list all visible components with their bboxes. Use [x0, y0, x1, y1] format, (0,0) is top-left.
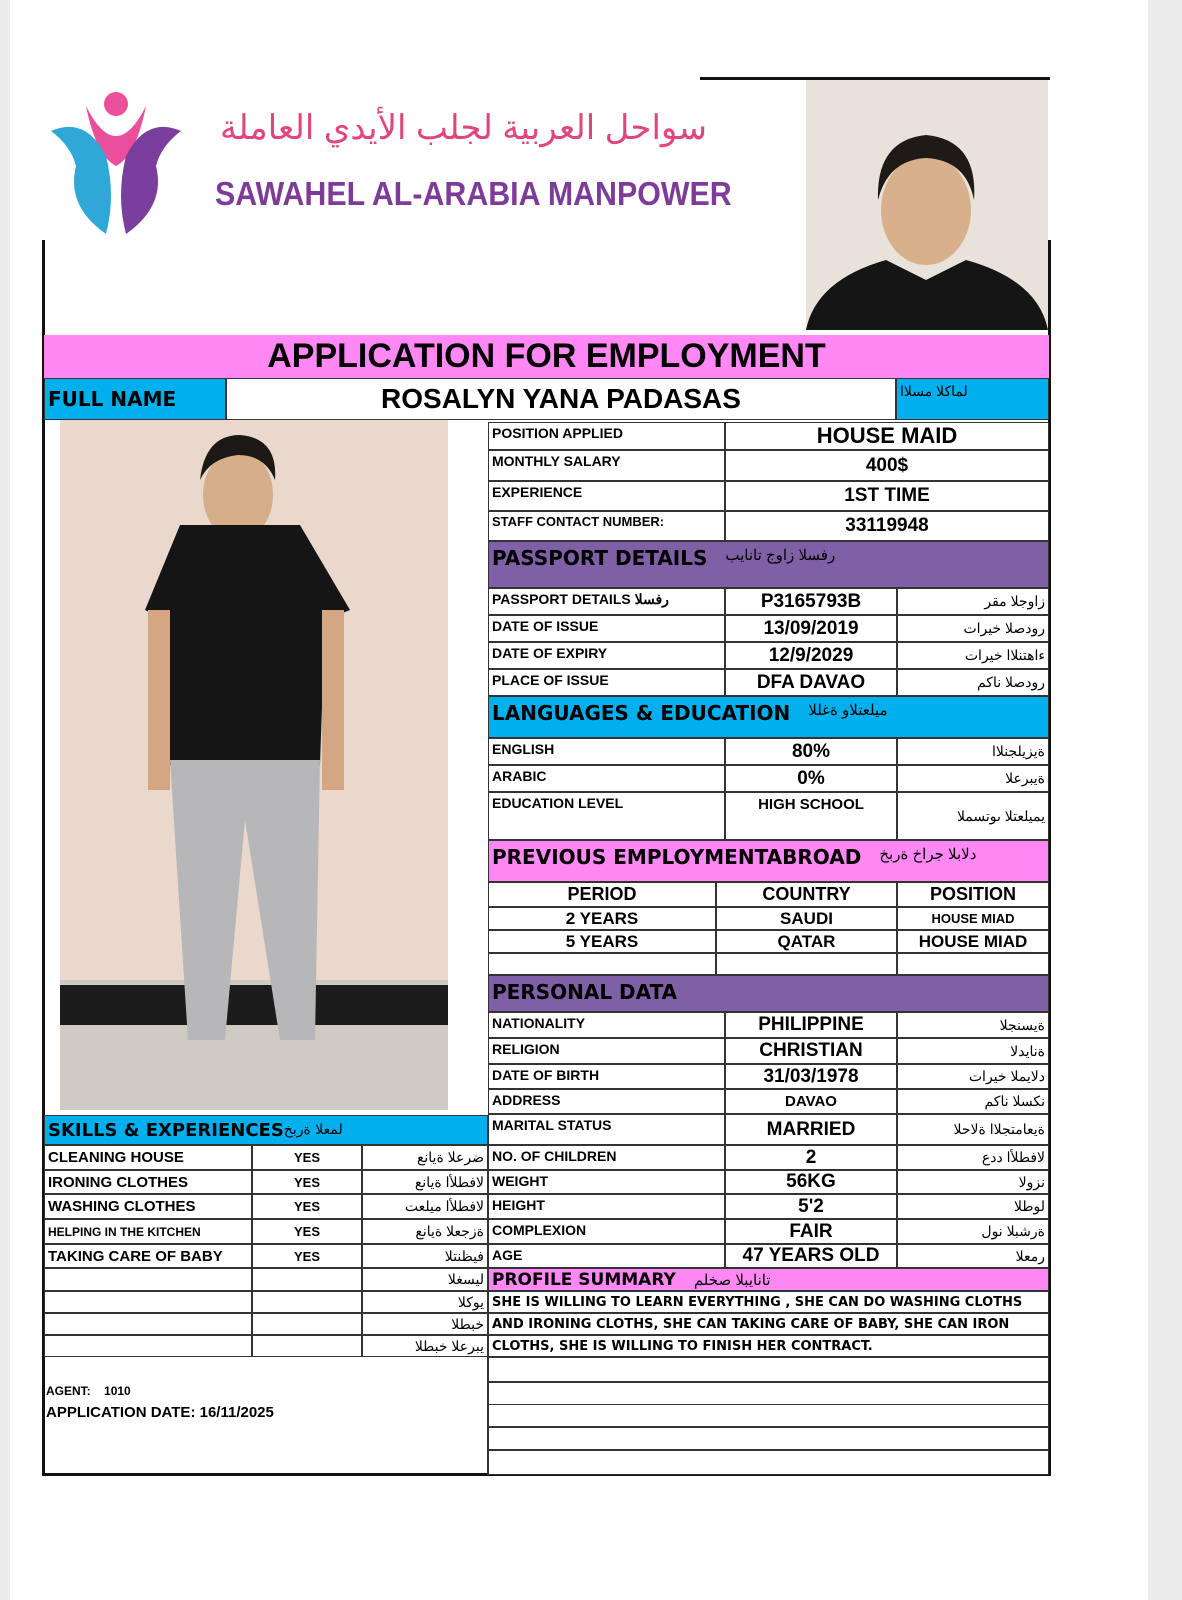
- skill-value: YES: [252, 1194, 362, 1219]
- job-field-value: 33119948: [725, 511, 1049, 541]
- skills-header-title: SKILLS & EXPERIENCES: [48, 1119, 284, 1141]
- personal-row-label: NO. OF CHILDREN: [488, 1145, 725, 1170]
- profile-summary-header-title: PROFILE SUMMARY: [492, 1269, 676, 1290]
- personal-row-label-arabic: ةنايدلا: [897, 1038, 1049, 1064]
- previous-employment-header-title: PREVIOUS EMPLOYMENTABROAD: [492, 845, 862, 869]
- personal-row-label-arabic: ةيسنجلا: [897, 1012, 1049, 1038]
- skill-name: [44, 1268, 252, 1291]
- passport-row-value: P3165793B: [725, 588, 897, 615]
- skills-section-header: [44, 1115, 488, 1145]
- job-field-label: MONTHLY SALARY: [488, 450, 725, 481]
- personal-row-label: COMPLEXION: [488, 1219, 725, 1244]
- skill-value: [252, 1335, 362, 1357]
- language-row-label: ARABIC: [488, 765, 725, 792]
- previous-employment-cell: QATAR: [716, 930, 897, 953]
- personal-row-label-arabic: ةرشبلا نول: [897, 1219, 1049, 1244]
- personal-row-value: 56KG: [725, 1170, 897, 1194]
- passport-section-header-title-arabic: رفسلا زاوج تانايب: [725, 547, 836, 564]
- previous-employment-cell: HOUSE MIAD: [897, 907, 1049, 930]
- language-row-value: HIGH SCHOOL: [725, 792, 897, 840]
- job-field-value: HOUSE MAID: [725, 422, 1049, 450]
- languages-section-header-title: LANGUAGES & EDUCATION: [492, 701, 791, 725]
- personal-row-label: AGE: [488, 1244, 725, 1268]
- personal-row-label-arabic: نزولا: [897, 1170, 1049, 1194]
- job-field-value: 1ST TIME: [725, 481, 1049, 511]
- job-field-label: EXPERIENCE: [488, 481, 725, 511]
- skill-value: [252, 1313, 362, 1335]
- skill-value: [252, 1268, 362, 1291]
- personal-row-label-arabic: دلايملا خيرات: [897, 1064, 1049, 1089]
- previous-employment-header: [488, 840, 1049, 882]
- profile-summary-header: [488, 1268, 1049, 1291]
- previous-column-header: POSITION: [897, 882, 1049, 907]
- languages-section-header: [488, 696, 1049, 738]
- passport-row-label: PASSPORT DETAILS رفسلا: [488, 588, 725, 615]
- skill-name: HELPING IN THE KITCHEN: [44, 1219, 252, 1244]
- language-row-label: ENGLISH: [488, 738, 725, 765]
- empty-row: [488, 1450, 1049, 1475]
- profile-summary-line: SHE IS WILLING TO LEARN EVERYTHING , SHE CAN DO WASHING CLOTHS: [488, 1291, 1049, 1313]
- language-row-label-arabic: ةيبرعلا: [897, 765, 1049, 792]
- skill-label-arabic: يبرعلا خبطلا: [362, 1335, 488, 1357]
- previous-column-header: PERIOD: [488, 882, 716, 907]
- previous-employment-cell: [716, 953, 897, 975]
- skill-name: CLEANING HOUSE: [44, 1145, 252, 1170]
- passport-row-value: DFA DAVAO: [725, 669, 897, 696]
- skill-value: YES: [252, 1244, 362, 1268]
- personal-row-value: CHRISTIAN: [725, 1038, 897, 1064]
- skill-label-arabic: ليسغلا: [362, 1268, 488, 1291]
- personal-row-label: HEIGHT: [488, 1194, 725, 1219]
- previous-employment-cell: 5 YEARS: [488, 930, 716, 953]
- languages-section-header-title-arabic: ميلعتلاو ةغللا: [808, 702, 888, 719]
- skill-label-arabic: لافطلأا ةيانع: [362, 1170, 488, 1194]
- profile-summary-line: AND IRONING CLOTHS, SHE CAN TAKING CARE OF BABY, SHE CAN IRON: [488, 1313, 1049, 1335]
- language-row-label-arabic: يميلعتلا ىوتسملا: [897, 792, 1049, 840]
- previous-employment-cell: [488, 953, 716, 975]
- agent-label: AGENT:: [46, 1384, 91, 1398]
- job-field-label: STAFF CONTACT NUMBER:: [488, 511, 725, 541]
- skill-name: IRONING CLOTHES: [44, 1170, 252, 1194]
- skill-value: YES: [252, 1219, 362, 1244]
- previous-employment-cell: 2 YEARS: [488, 907, 716, 930]
- personal-row-value: 47 YEARS OLD: [725, 1244, 897, 1268]
- previous-employment-header-title-arabic: دلابلا جراخ ةربخ: [879, 846, 977, 863]
- passport-row-label-arabic: زاوجلا مقر: [897, 588, 1049, 615]
- page-edge-right: [1148, 0, 1182, 1600]
- previous-employment-cell: SAUDI: [716, 907, 897, 930]
- personal-row-label-arabic: ةيعامتجلاا ةلاحلا: [897, 1114, 1049, 1145]
- passport-row-value: 12/9/2029: [725, 642, 897, 669]
- profile-summary-line: CLOTHS, SHE IS WILLING TO FINISH HER CONTRACT.: [488, 1335, 1049, 1357]
- previous-column-header: COUNTRY: [716, 882, 897, 907]
- full-name-value: ROSALYN YANA PADASAS: [226, 378, 896, 420]
- agent-line: [46, 1384, 131, 1398]
- skill-name: [44, 1291, 252, 1313]
- skill-name: WASHING CLOTHES: [44, 1194, 252, 1219]
- application-date-value: 16/11/2025: [199, 1404, 274, 1421]
- personal-row-value: DAVAO: [725, 1089, 897, 1114]
- personal-row-label: ADDRESS: [488, 1089, 725, 1114]
- passport-row-value: 13/09/2019: [725, 615, 897, 642]
- passport-row-label: DATE OF ISSUE: [488, 615, 725, 642]
- full-body-photo: [60, 420, 448, 1110]
- application-date-label: APPLICATION DATE:: [46, 1404, 196, 1421]
- passport-section-header-title: PASSPORT DETAILS: [492, 546, 708, 570]
- company-name-english: SAWAHEL AL-ARABIA MANPOWER: [215, 175, 732, 212]
- language-row-value: 0%: [725, 765, 897, 792]
- job-field-value: 400$: [725, 450, 1049, 481]
- passport-row-label-arabic: ءاهتنلاا خيرات: [897, 642, 1049, 669]
- form-title-text: APPLICATION FOR EMPLOYMENT: [267, 337, 826, 375]
- full-name-label: FULL NAME: [44, 378, 226, 420]
- empty-row: [488, 1404, 1049, 1427]
- full-name-label-arabic: لماكلا مسلاا: [896, 378, 1049, 420]
- skill-label-arabic: خبطلا: [362, 1313, 488, 1335]
- skill-name: [44, 1313, 252, 1335]
- passport-row-label-arabic: رودصلا خيرات: [897, 615, 1049, 642]
- personal-row-value: PHILIPPINE: [725, 1012, 897, 1038]
- personal-row-value: 5'2: [725, 1194, 897, 1219]
- company-name-arabic: سواحل العربية لجلب الأيدي العاملة: [220, 109, 707, 147]
- skill-value: YES: [252, 1145, 362, 1170]
- frame-left-top: [42, 240, 45, 335]
- passport-section-header: [488, 541, 1049, 588]
- personal-row-label: WEIGHT: [488, 1170, 725, 1194]
- language-row-label-arabic: ةيزيلجنلاا: [897, 738, 1049, 765]
- skill-label-arabic: يوكلا: [362, 1291, 488, 1313]
- personal-row-label: DATE OF BIRTH: [488, 1064, 725, 1089]
- empty-row: [488, 1427, 1049, 1450]
- personal-row-label: RELIGION: [488, 1038, 725, 1064]
- page-edge-left: [0, 0, 10, 1600]
- skill-label-arabic: لافطلأا ميلعت: [362, 1194, 488, 1219]
- skill-label-arabic: فيظنتلا: [362, 1244, 488, 1268]
- job-field-label: POSITION APPLIED: [488, 422, 725, 450]
- personal-row-label-arabic: لوطلا: [897, 1194, 1049, 1219]
- skill-label-arabic: ةزجعلا ةيانع: [362, 1219, 488, 1244]
- skill-name: TAKING CARE OF BABY: [44, 1244, 252, 1268]
- skill-name: [44, 1335, 252, 1357]
- previous-employment-cell: [897, 953, 1049, 975]
- passport-row-label: PLACE OF ISSUE: [488, 669, 725, 696]
- agent-value: 1010: [104, 1384, 131, 1398]
- personal-row-label-arabic: رمعلا: [897, 1244, 1049, 1268]
- application-date-line: [46, 1404, 274, 1421]
- personal-row-value: FAIR: [725, 1219, 897, 1244]
- personal-row-label-arabic: نكسلا ناكم: [897, 1089, 1049, 1114]
- personal-row-label-arabic: لافطلأا ددع: [897, 1145, 1049, 1170]
- skill-value: YES: [252, 1170, 362, 1194]
- profile-summary-header-title-arabic: تانايبلا صخلم: [693, 1271, 771, 1289]
- empty-row: [488, 1382, 1049, 1405]
- empty-row: [488, 1357, 1049, 1382]
- language-row-label: EDUCATION LEVEL: [488, 792, 725, 840]
- bottom-divider: [487, 1357, 489, 1475]
- personal-row-label: MARITAL STATUS: [488, 1114, 725, 1145]
- previous-employment-cell: HOUSE MIAD: [897, 930, 1049, 953]
- form-title: [44, 335, 1049, 378]
- personal-data-header-title: PERSONAL DATA: [492, 980, 678, 1004]
- personal-row-value: 2: [725, 1145, 897, 1170]
- skills-header-title-arabic: لمعلا ةربخ: [283, 1122, 343, 1138]
- skill-value: [252, 1291, 362, 1313]
- skill-label-arabic: ضرعلا ةيانع: [362, 1145, 488, 1170]
- personal-row-value: 31/03/1978: [725, 1064, 897, 1089]
- personal-data-header: [488, 975, 1049, 1012]
- passport-row-label: DATE OF EXPIRY: [488, 642, 725, 669]
- personal-row-value: MARRIED: [725, 1114, 897, 1145]
- passport-row-label-arabic: رودصلا ناكم: [897, 669, 1049, 696]
- personal-row-label: NATIONALITY: [488, 1012, 725, 1038]
- company-logo: [46, 86, 186, 236]
- language-row-value: 80%: [725, 738, 897, 765]
